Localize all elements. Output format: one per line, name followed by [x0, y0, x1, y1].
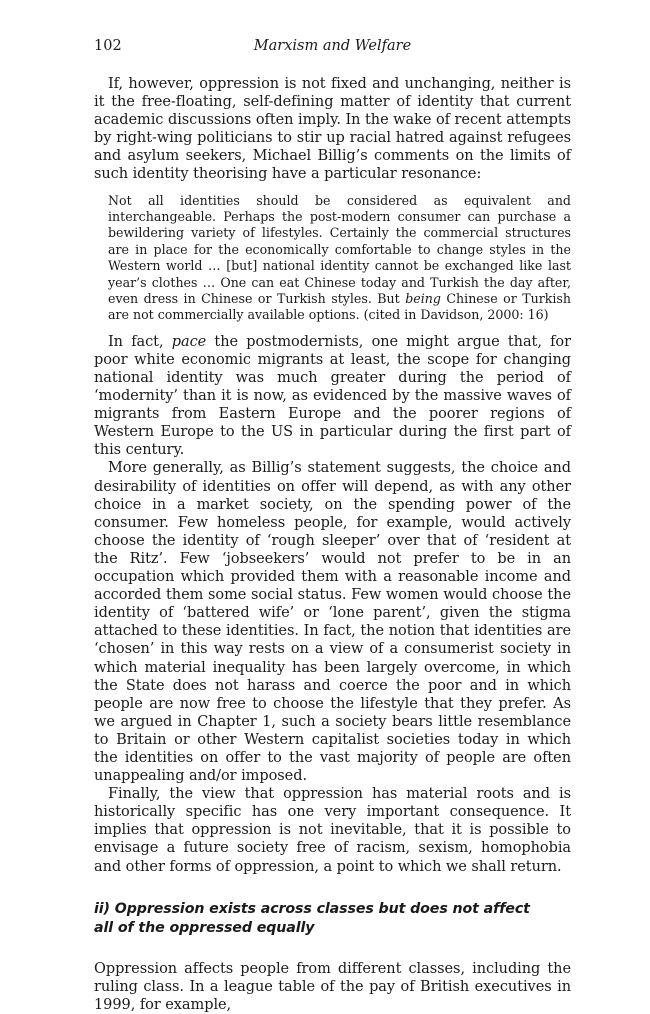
quote-text-end: Chinese or Turkish are not commercially available options. (cited in Davidson, 2000: 16)	[108, 291, 571, 323]
book-page	[94, 38, 571, 1014]
section-heading-line-1: ii) Oppression exists across classes but does not affect	[94, 900, 530, 917]
quote-text-start: Not all identities should be considered as equivalent and interchangeable. Perhaps the post-modern consumer can purchase a bewildering variety of lifestyles. Certainly the commercial structures are in place for the economically comfortable to change styles in the Western world … [but] national identity cannot be exchanged like last year’s clothes … One can eat Chinese today and Turkish the day after, even dress in Chinese or Turkish styles. But	[108, 192, 571, 306]
running-header	[94, 38, 571, 60]
para2-end: the postmodernists, one might argue that, for poor white economic migrants at least, the scope for changing national identity was much greater during the period of ‘modernity’ than it is now, as evidenced by the massive waves of migrants from Eastern Europe and the poorer regions of Western Europe to the US in particular during the first part of this century.	[94, 333, 571, 459]
section-heading	[94, 900, 571, 938]
paragraph-identity-resonance: If, however, oppression is not fixed and unchanging, neither is it the free-floating, self-defining matter of identity that current academic discussions often imply. In the wake of recent attempts by right-wing politicians to stir up racial hatred against refugees and asylum seekers, Michael Billig’s comments on the limits of such identity theorising have a particular resonance:	[94, 76, 571, 183]
para2-start: In fact,	[108, 333, 172, 350]
paragraph-oppression-classes: Oppression affects people from different classes, including the ruling class. In a league table of the pay of British executives in 1999, for example,	[94, 960, 571, 1013]
paragraph-spending-power: More generally, as Billig’s statement suggests, the choice and desirability of identities on offer will depend, as with any other choice in a market society, on the spending power of the consumer. Few homeless people, for example, would actively choose the identity of ‘rough sleeper’ over that of ‘resident at the Ritz’. Few ‘jobseekers’ would not prefer to be in an occupation which provided them with a reasonable income and accorded them some social status. Few women would choose the identity of ‘battered wife’ or ‘lone parent’, given the stigma attached to these identities. In fact, the notion that identities are ‘chosen’ in this way rests on a view of a consumerist society in which material inequality has been largely overcome, in which the State does not harass and coerce the poor and in which people are now free to choose the lifestyle that they prefer. As we argued in Chapter 1, such a society bears little resemblance to Britain or other Western capitalist societies today in which the identities on offer to the vast majority of people are often unappealing and/or imposed.	[94, 460, 571, 785]
running-title: Marxism and Welfare	[253, 38, 412, 54]
section-heading-line-2: all of the oppressed equally	[94, 919, 315, 936]
quote-emphasis: being	[405, 291, 441, 306]
paragraph-postmodernists	[94, 333, 571, 460]
page-number: 102	[94, 38, 122, 54]
para2-emphasis: pace	[171, 333, 207, 350]
paragraph-material-roots: Finally, the view that oppression has material roots and is historically specific has one very important consequence. It implies that oppression is not inevitable, that it is possible to envisage a future society free of racism, sexism, homophobia and other forms of oppression, a point to which we shall return.	[94, 786, 571, 875]
block-quote-billig	[108, 193, 571, 324]
